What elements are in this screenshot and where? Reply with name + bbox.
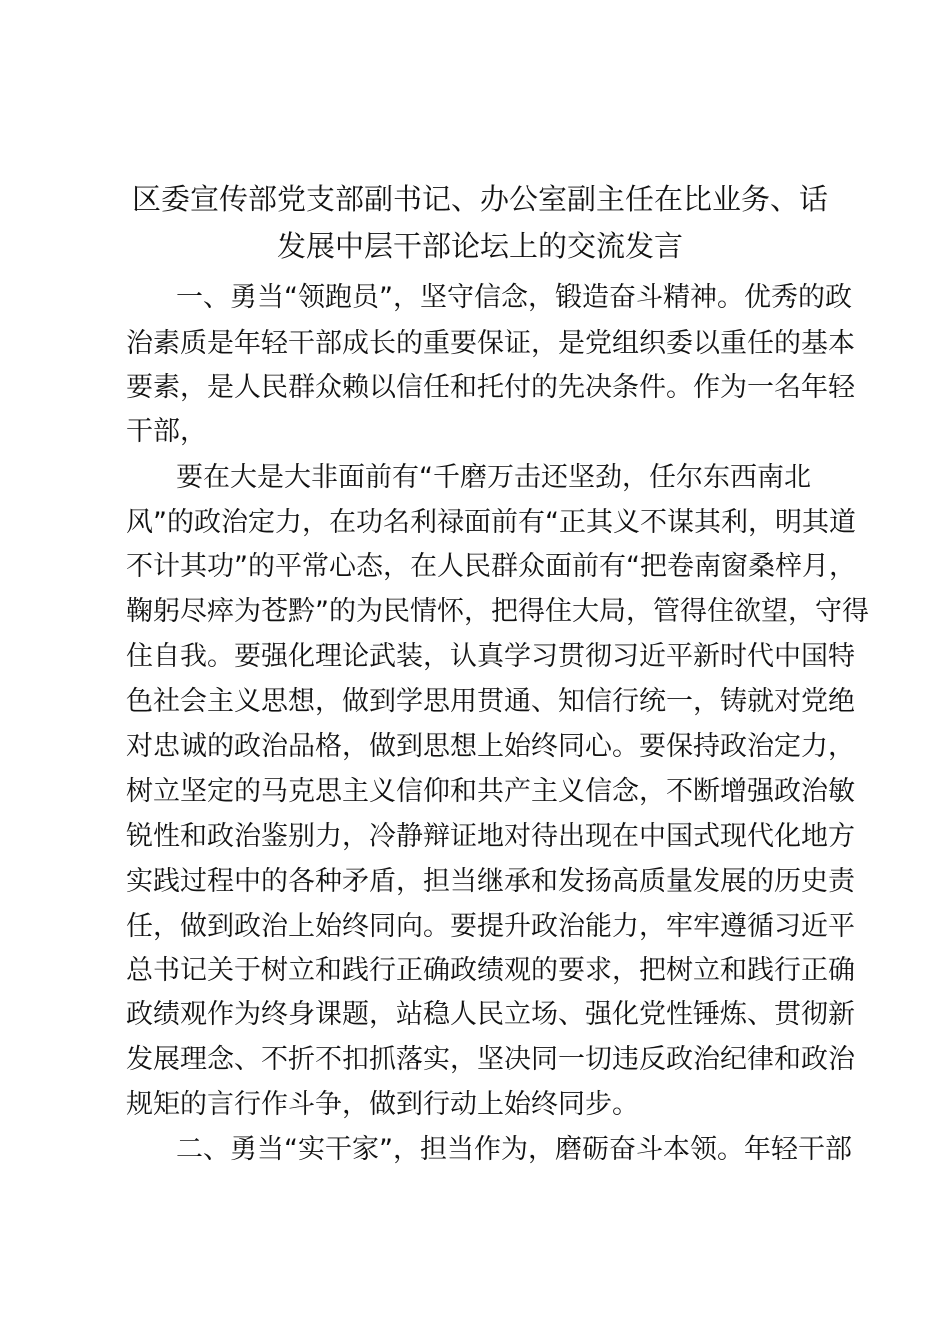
body-line: 树立坚定的马克思主义信仰和共产主义信念，不断增强政治敏 xyxy=(126,776,855,807)
document-title-line-1: 区委宣传部党支部副书记、办公室副主任在比业务、话 xyxy=(131,182,828,216)
body-line: 不计其功”的平常心态，在人民群众面前有“把卷南窗桑梓月， xyxy=(126,551,856,582)
body-line: 一、勇当“领跑员”，坚守信念，锻造奋斗精神。优秀的政 xyxy=(176,282,852,313)
document-title-line-2: 发展中层干部论坛上的交流发言 xyxy=(276,229,683,263)
body-line: 鞠躬尽瘁为苍黔”的为民情怀，把得住大局，管得住欲望，守得 xyxy=(126,596,869,627)
body-line: 总书记关于树立和践行正确政绩观的要求，把树立和践行正确 xyxy=(126,955,855,986)
body-line: 干部， xyxy=(126,416,207,447)
body-line: 锐性和政治鉴别力，冷静辩证地对待出现在中国式现代化地方 xyxy=(126,821,855,852)
body-line: 二、勇当“实干家”，担当作为，磨砺奋斗本领。年轻干部 xyxy=(176,1134,852,1165)
body-line: 治素质是年轻干部成长的重要保证，是党组织委以重任的基本 xyxy=(126,328,855,359)
body-line: 实践过程中的各种矛盾，担当继承和发扬高质量发展的历史责 xyxy=(126,866,855,897)
body-line: 政绩观作为终身课题，站稳人民立场、强化党性锤炼、贯彻新 xyxy=(126,999,855,1030)
body-line: 任，做到政治上始终同向。要提升政治能力，牢牢遵循习近平 xyxy=(126,911,855,942)
body-line: 风”的政治定力，在功名利禄面前有“正其义不谋其利，明其道 xyxy=(126,507,856,538)
body-line: 住自我。要强化理论武装，认真学习贯彻习近平新时代中国特 xyxy=(126,641,855,672)
body-line: 要素，是人民群众赖以信任和托付的先决条件。作为一名年轻 xyxy=(126,372,855,403)
body-line: 对忠诚的政治品格，做到思想上始终同心。要保持政治定力， xyxy=(126,731,855,762)
body-line: 色社会主义思想，做到学思用贯通、知信行统一，铸就对党绝 xyxy=(126,686,855,717)
body-line: 规矩的言行作斗争，做到行动上始终同步。 xyxy=(126,1089,639,1120)
body-line: 要在大是大非面前有“千磨万击还坚劲，任尔东西南北 xyxy=(176,462,811,493)
body-line: 发展理念、不折不扣抓落实，坚决同一切违反政治纪律和政治 xyxy=(126,1044,855,1075)
